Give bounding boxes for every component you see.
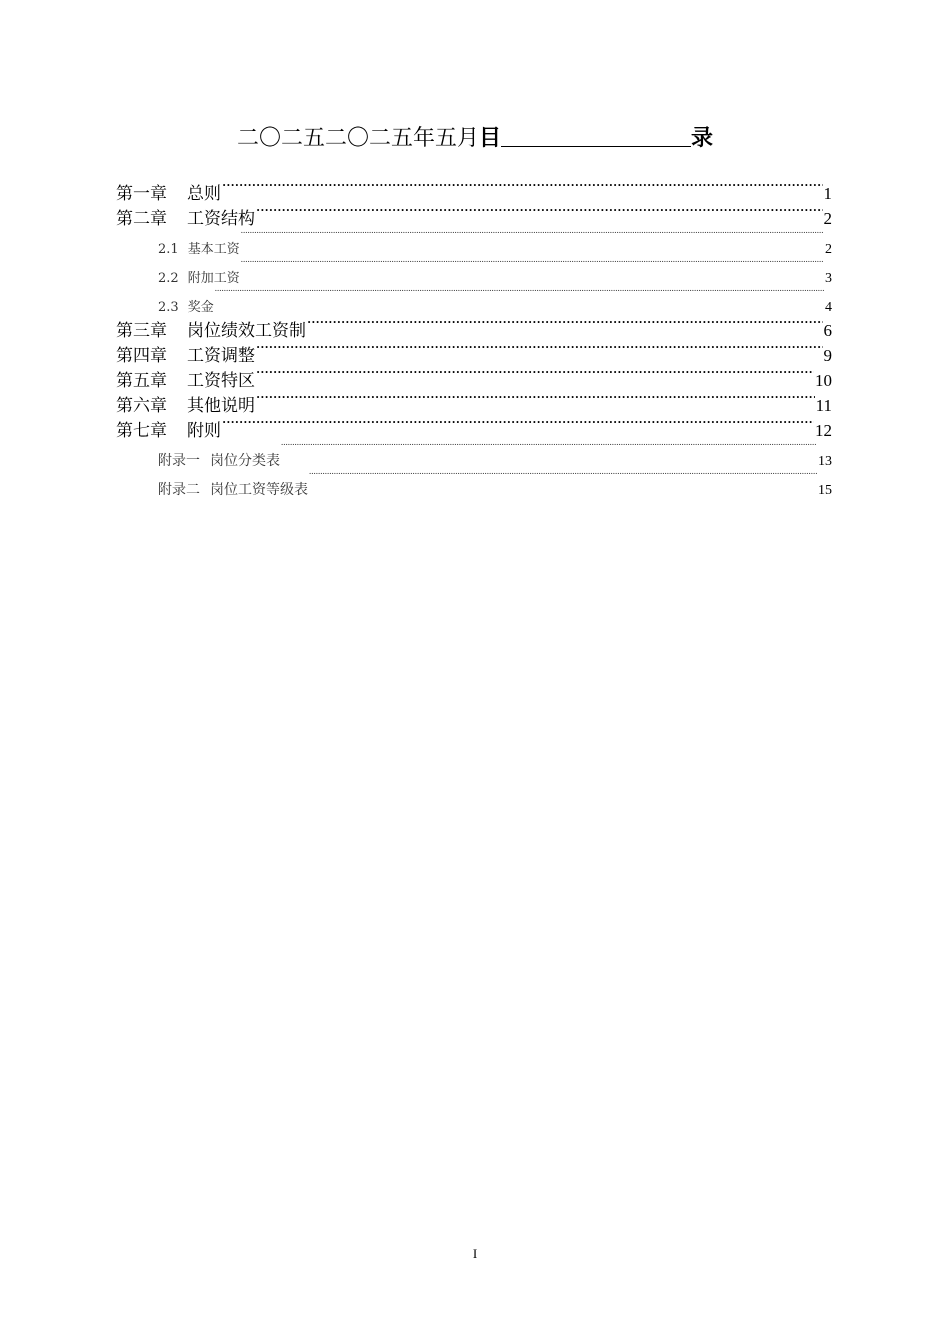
toc-leader-dots: [309, 465, 817, 494]
toc-entry-title: 岗位分类表: [210, 453, 280, 469]
toc-entry-appendix-1[interactable]: [116, 436, 832, 469]
page-title: [0, 122, 950, 154]
title-char-mu: 目: [478, 126, 501, 151]
toc-entry-title: 工资结构: [187, 209, 255, 229]
toc-page-number: 2: [825, 242, 832, 257]
toc-entry-section-2-3[interactable]: [116, 282, 832, 315]
table-of-contents: [116, 174, 832, 498]
toc-leader-dots: [307, 311, 823, 336]
toc-page-number: 1: [823, 184, 832, 203]
toc-leader-dots: [222, 411, 814, 436]
toc-section-number: 2.3: [158, 300, 179, 315]
toc-chapter-label: 第二章: [116, 209, 167, 229]
toc-entry-title: 附加工资: [187, 271, 240, 286]
toc-entry-chapter-7[interactable]: [116, 411, 832, 441]
toc-chapter-label: 第五章: [116, 371, 167, 391]
toc-entry-title: 总则: [187, 184, 221, 204]
toc-entry-title: 附则: [187, 421, 221, 441]
toc-entry-title: 奖金: [187, 300, 214, 315]
footer-page-number: I: [472, 1246, 478, 1261]
toc-entry-title: 工资特区: [187, 371, 255, 391]
toc-chapter-label: 第一章: [116, 184, 167, 204]
toc-entry-chapter-3[interactable]: [116, 311, 832, 341]
toc-leader-dots: [281, 436, 817, 465]
toc-page-number: 2: [823, 209, 832, 228]
toc-entry-title: 岗位工资等级表: [210, 482, 308, 498]
toc-appendix-label: 附录一: [158, 453, 200, 469]
toc-leader-dots: [256, 336, 823, 361]
toc-leader-dots: [222, 174, 823, 199]
toc-page-number: 11: [815, 396, 832, 415]
toc-page-number: 4: [825, 300, 832, 315]
toc-leader-dots: [241, 253, 824, 282]
title-date-prefix: 二〇二五二〇二五年五月: [236, 126, 479, 151]
toc-page-number: 10: [815, 371, 832, 390]
toc-page-number: 9: [823, 346, 832, 365]
toc-chapter-label: 第七章: [116, 421, 167, 441]
toc-entry-chapter-2[interactable]: [116, 199, 832, 229]
toc-entry-title: 其他说明: [187, 396, 255, 416]
toc-chapter-label: 第六章: [116, 396, 167, 416]
title-underline-gap: [501, 124, 691, 147]
toc-page-number: 12: [815, 421, 832, 440]
toc-entry-title: 岗位绩效工资制: [187, 321, 306, 341]
toc-chapter-label: 第四章: [116, 346, 167, 366]
toc-leader-dots: [256, 386, 815, 411]
toc-chapter-label: 第三章: [116, 321, 167, 341]
toc-page-number: 15: [818, 483, 832, 498]
toc-page-number: 6: [823, 321, 832, 340]
toc-leader-dots: [241, 224, 824, 253]
toc-leader-dots: [256, 361, 814, 386]
toc-section-number: 2.2: [158, 271, 179, 286]
toc-appendix-label: 附录二: [158, 482, 200, 498]
toc-entry-title: 基本工资: [187, 242, 240, 257]
toc-entry-title: 工资调整: [187, 346, 255, 366]
toc-page-number: 13: [818, 454, 832, 469]
title-char-lu: 录: [691, 126, 714, 151]
toc-page-number: 3: [825, 271, 832, 286]
toc-section-number: 2.1: [158, 242, 179, 257]
toc-entry-chapter-1[interactable]: [116, 174, 832, 204]
toc-leader-dots: [256, 199, 823, 224]
toc-leader-dots: [215, 282, 824, 311]
